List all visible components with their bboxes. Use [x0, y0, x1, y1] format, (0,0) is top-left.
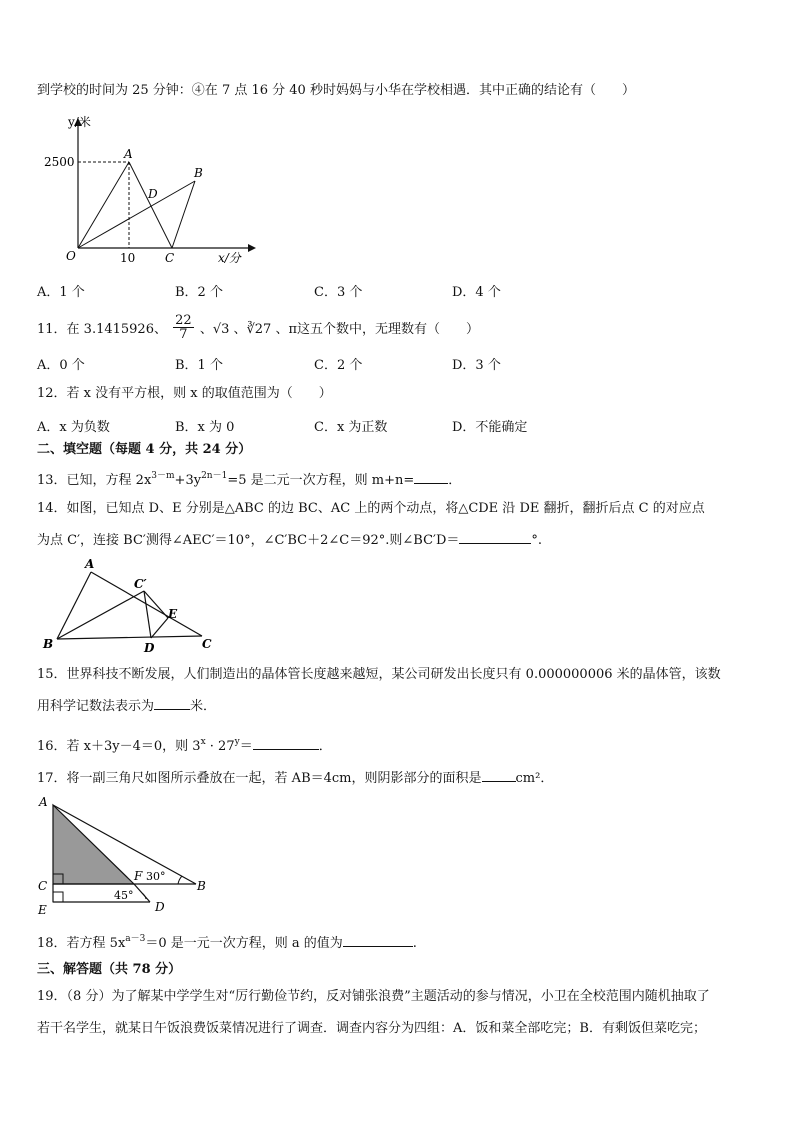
fig17-label-a: A [39, 795, 48, 809]
q17-answer-blank[interactable] [482, 769, 516, 782]
q14-line-2-text: 为点 C′，连接 BC′测得∠AEC′＝10°，∠C′BC＋2∠C＝92°.则∠BC′D＝ [37, 533, 460, 548]
q13-exponent-2: 2n－1 [201, 471, 228, 481]
q13-suffix: =5 是二元一次方程，则 m+n= [227, 473, 415, 488]
x-tick-label: 10 [120, 251, 136, 265]
q10-options [37, 281, 737, 299]
fig17-label-c: C [38, 879, 48, 893]
q15-answer-blank[interactable] [154, 697, 190, 710]
q16-prefix: 16．若 x＋3y－4＝0，则 3 [37, 739, 201, 754]
q16-mid: · 27 [205, 739, 235, 754]
q13-prefix: 13．已知，方程 2x [37, 473, 152, 488]
q16-answer-blank[interactable] [253, 737, 319, 750]
q14-line-2 [37, 531, 542, 550]
x-axis-label: x/分 [218, 251, 241, 265]
q17-line [37, 769, 553, 788]
q16-line [37, 733, 332, 756]
q16-exponent-1: x [200, 737, 206, 747]
q18-suffix: ＝0 是一元一次方程，则 a 的值为 [145, 936, 343, 951]
q10-option-c: C．3 个 [314, 285, 363, 300]
q12-option-b: B．x 为 0 [175, 420, 235, 435]
q18-answer-blank[interactable] [343, 934, 413, 947]
point-c-label: C [165, 251, 175, 265]
q12-option-a: A．x 为负数 [37, 420, 110, 435]
q15-line-2-text: 用科学记数法表示为 [37, 699, 155, 714]
fig17-angle-30: 30° [146, 870, 166, 883]
q18-end: . [412, 936, 417, 951]
fig17-angle-45: 45° [114, 889, 134, 902]
fig14-label-b: B [43, 637, 54, 651]
q11-option-c: C．2 个 [314, 358, 363, 373]
fig14-label-c-prime: C′ [134, 577, 147, 591]
q11-fraction [173, 314, 194, 341]
q11-line [37, 313, 480, 343]
section-3-heading: 三、解答题（共 78 分） [37, 962, 182, 977]
section-2-heading: 二、填空题（每题 4 分，共 24 分） [37, 442, 252, 457]
q10-option-a: A．1 个 [37, 285, 85, 300]
q15-end: 米． [190, 699, 217, 714]
triangle-fold-figure [38, 556, 228, 654]
y-tick-label: 2500 [44, 155, 75, 169]
fig14-label-e: E [168, 607, 178, 621]
y-axis-label: y/米 [68, 115, 91, 129]
fig14-label-c: C [202, 637, 212, 651]
fig14-label-a: A [85, 557, 95, 571]
point-a-label: A [124, 147, 133, 161]
point-b-label: B [194, 166, 203, 180]
q18-line [37, 930, 417, 953]
q12-option-c: C．x 为正数 [314, 420, 388, 435]
q14-line-1: 14．如图，已知点 D、E 分别是△ABC 的边 BC、AC 上的两个动点，将△CDE 沿 DE 翻折，翻折后点 C 的对应点 [37, 501, 705, 516]
q17-end: cm²． [515, 771, 554, 786]
fig17-label-e: E [38, 903, 47, 917]
distance-time-graph [40, 112, 260, 272]
q13-mid: +3y [174, 473, 202, 488]
fig17-label-d: D [155, 900, 165, 914]
point-d-label: D [148, 187, 158, 201]
q11-fraction-numerator: 22 [175, 313, 192, 328]
q16-exponent-2: y [234, 737, 240, 747]
q16-end: ． [318, 739, 332, 754]
q18-prefix: 18．若方程 5x [37, 936, 126, 951]
q11-fraction-denominator: 7 [179, 327, 188, 342]
q13-answer-blank[interactable] [414, 471, 448, 484]
q10-option-b: B．2 个 [175, 285, 223, 300]
q15-line-1: 15．世界科技不断发展，人们制造出的晶体管长度越来越短，某公司研发出长度只有 0.000000006 米的晶体管，该数 [37, 667, 721, 682]
fig17-label-f: F [134, 869, 143, 883]
q11-options [37, 354, 737, 372]
q13-line [37, 467, 461, 490]
q12-option-d: D．不能确定 [452, 420, 528, 435]
q11-option-a: A．0 个 [37, 358, 85, 373]
fig17-label-b: B [197, 879, 206, 893]
point-o-label: O [66, 249, 76, 263]
q18-exponent: a－3 [125, 934, 146, 944]
q11-suffix: 、√3 、∛27 、π这五个数中，无理数有（ ） [199, 322, 480, 337]
set-square-figure [36, 794, 216, 918]
q13-exponent-1: 3－m [151, 471, 175, 481]
q16-suffix: ＝ [239, 739, 253, 754]
q15-line-2 [37, 697, 216, 716]
q11-option-d: D．3 个 [452, 358, 501, 373]
q11-prefix: 11．在 3.1415926、 [37, 322, 167, 337]
q10-option-d: D．4 个 [452, 285, 501, 300]
q14-answer-blank[interactable] [459, 531, 531, 544]
q19-line-1: 19．（8 分）为了解某中学学生对“厉行勤俭节约，反对铺张浪费”主题活动的参与情况，小卫在全校范围内随机抽取了 [37, 989, 710, 1004]
q11-option-b: B．1 个 [175, 358, 223, 373]
q12-options [37, 416, 737, 434]
q17-text: 17．将一副三角尺如图所示叠放在一起，若 AB＝4cm，则阴影部分的面积是 [37, 771, 482, 786]
q13-end: ． [448, 473, 462, 488]
q12-line: 12．若 x 没有平方根，则 x 的取值范围为（ ） [37, 386, 332, 401]
q19-line-2: 若干名学生，就某日午饭浪费饭菜情况进行了调查．调查内容分为四组：A．饭和菜全部吃完；B．有剩饭但菜吃完； [37, 1021, 706, 1036]
fig14-label-d: D [144, 641, 155, 654]
q14-end: °. [531, 533, 543, 548]
intro-line: 到学校的时间为 25 分钟：④在 7 点 16 分 40 秒时妈妈与小华在学校相遇．其中正确的结论有（ ） [37, 83, 635, 98]
